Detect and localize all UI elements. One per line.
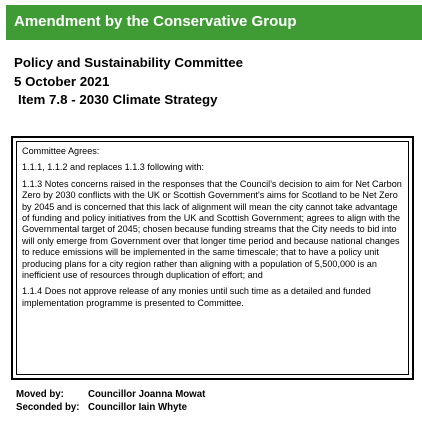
seconded-by-name: Councillor Iain Whyte [88, 402, 188, 414]
moved-by-row [16, 388, 205, 401]
amendment-intro: Committee Agrees: [22, 146, 100, 156]
amendment-title: Amendment by the Conservative Group [14, 13, 297, 30]
meeting-date: 5 October 2021 [14, 73, 110, 89]
amendment-text [16, 141, 409, 375]
committee-name: Policy and Sustainability Committee [14, 55, 244, 70]
moved-by-name: Councillor Joanna Mowat [88, 389, 206, 400]
seconded-by-label: Seconded by: [16, 402, 80, 414]
moved-by-label: Moved by: [16, 389, 64, 400]
seconded-by-row [16, 401, 205, 414]
meeting-details [14, 54, 243, 110]
amendment-clause: 1.1.3 Notes concerns raised in the responses that the Council's decision to aim for Net Carbon Zero by 2030 conflicts with the UK or Scottish Government's aims for Scotland to be Net Zero by 2045 and is concerned that this lack of alignment will mean the city cannot take advantage of funding and policy initiatives from the UK and Scottish Government; agrees to align with the Governmental target of 2045; chosen because funding streams that the City needs to bid into will only emerge from Government over that longer time period and because national changes to reduce emissions will be implemented in the same timescale; that to have a policy unit producing plans for a city region rather than aligning with a population of 5,500,000 is an inefficient use of resources through duplication of effort; and [22, 178, 402, 281]
amendment-box [11, 136, 414, 380]
amendment-clause: 1.1.4 Does not approve release of any monies until such time as a detailed and funded implementation programme is presented to Committee. [22, 286, 371, 308]
signoff [16, 388, 205, 414]
agenda-item: Item 7.8 - 2030 Climate Strategy [18, 92, 218, 107]
amendment-header [6, 5, 422, 40]
amendment-clause: 1.1.1, 1.1.2 and replaces 1.1.3 following with: [22, 162, 204, 173]
